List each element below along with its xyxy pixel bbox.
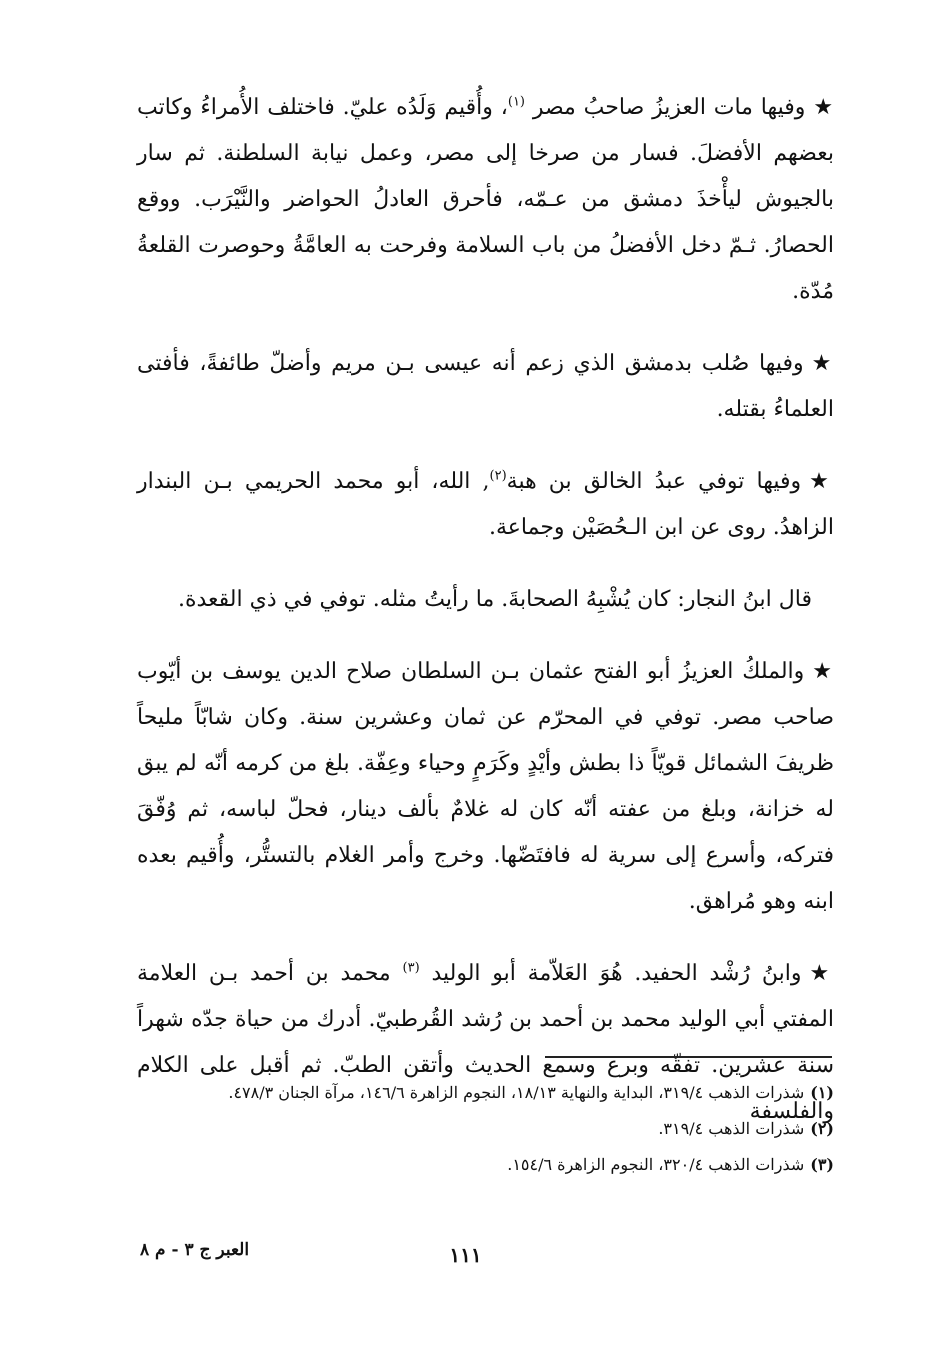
footnote-number: (٢) — [810, 1119, 834, 1138]
paragraph-1 — [137, 85, 834, 315]
paragraph-3 — [137, 459, 834, 551]
text: وابنُ رُشْد الحفيد. هُوَ العَلاّمة أبو الوليد — [431, 961, 802, 986]
page-number: ١١١ — [449, 1243, 482, 1267]
text: ، وأُقيم وَلَدُه عليّ. فاختلف الأُمراءُ وكاتب بعضهم الأفضلَ. فسار من صرخا إلى مصر، وعمل نيابة السلطنة. ثم سار بالجيوش ليأْخذَ دمشق من عـمّه، فأحرق العادلُ الحواضر والنَّيْرَب. ووقع الحصارُ. ثـمّ دخل الأفضلُ من باب السلامة وفرحت به العامَّةُ وحوصرت القلعةُ مُدّة. — [137, 95, 834, 304]
footnote-text: شذرات الذهب ٣١٩/٤. — [658, 1119, 805, 1138]
footnotes — [137, 1078, 834, 1186]
footnote-number: (١) — [810, 1083, 834, 1102]
text: وفيها مات العزيزُ صاحبُ مصر — [532, 95, 806, 120]
text: وفيها صُلب بدمشق الذي زعم أنه عيسى بـن مريم وأضلّ طائفةً، فأفتى العلماءُ بقتله. — [137, 351, 834, 422]
text: والملكُ العزيزُ أبو الفتح عثمان بـن السلطان صلاح الدين يوسف بن أيّوب صاحب مصر. توفي في المحرّم عن ثمان وعشرين سنة. وكان شابّاً مليحاً ظريفَ الشمائل قويّاً ذا بطش وأيْدٍ وكَرَمٍ وحياء وعِفّة. بلغ من كرمه أنّه لم يبق له خزانة، وبلغ من عفته أنّه كان له غلامٌ بألف دينار، فحلّ لباسه، ثم وُفّقَ فتركه، وأسرع إلى سرية له فافتَضّها. وخرج وأمر الغلام بالتستُّر، وأُقيم بعده ابنه وهو مُراهق. — [137, 659, 835, 914]
footnote-ref[interactable]: (١) — [507, 94, 525, 110]
star-bullet: ★ — [809, 961, 834, 986]
text: وفيها توفي عبدُ الخالق بن هبة — [506, 469, 802, 494]
footnote-text: شذرات الذهب ٣٢٠/٤، النجوم الزاهرة ١٥٤/٦. — [507, 1155, 805, 1174]
footnote-3 — [137, 1150, 834, 1180]
printer-signature: العبر ج ٣ - م ٨ — [140, 1240, 250, 1260]
paragraph-2 — [137, 341, 834, 433]
star-bullet: ★ — [809, 469, 834, 494]
footnote-divider — [545, 1056, 832, 1058]
star-bullet: ★ — [812, 659, 834, 684]
footnote-number: (٣) — [810, 1155, 834, 1174]
footnote-1 — [137, 1078, 834, 1108]
footnote-ref[interactable]: (٣) — [402, 960, 420, 976]
text: , الله، أبو محمد الحريمي بـن البندار الزاهدُ. روى عن ابن الـحُصَيْن وجماعة. — [137, 469, 834, 540]
text: قال ابنُ النجار: كان يُشْبِهُ الصحابةَ. ما رأيتُ مثله. توفي في ذي القعدة. — [177, 587, 812, 612]
star-bullet: ★ — [811, 351, 834, 376]
footnote-2 — [137, 1114, 834, 1144]
star-bullet: ★ — [813, 95, 834, 120]
text: محمد بن أحمد بـن العلامة المفتي أبي الوليد محمد بن أحمد بن رُشد القُرطبيّ. أدرك من حياة جدّه شهراً سنة عشرين. تفقّه وبرع وسمع الحديث وأتقن الطبّ. ثم أقبل على الكلام والفلسفة — [137, 961, 834, 1124]
footnote-ref[interactable]: (٢) — [489, 468, 507, 484]
paragraph-5 — [137, 649, 834, 925]
main-text — [137, 85, 834, 1161]
paragraph-4 — [137, 577, 834, 623]
footnote-text: شذرات الذهب ٣١٩/٤، البداية والنهاية ١٨/١٣، النجوم الزاهرة ١٤٦/٦، مرآة الجنان ٤٧٨/٣. — [228, 1083, 805, 1102]
